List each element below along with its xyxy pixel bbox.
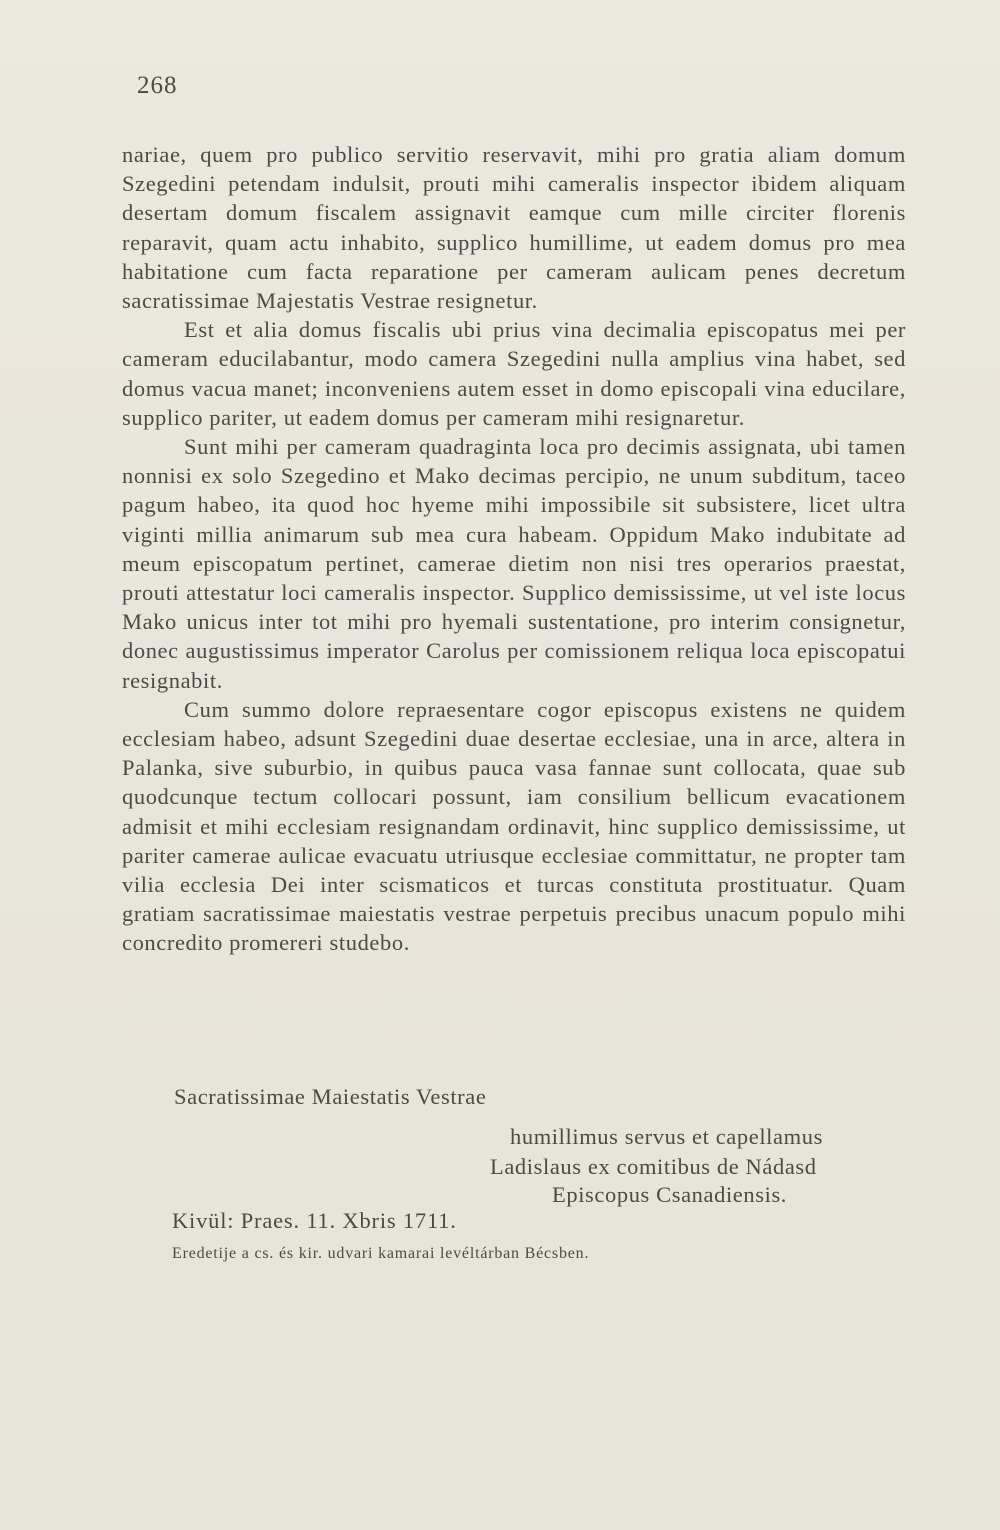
closing-salutation: Sacratissimae Maiestatis Vestrae <box>174 1084 487 1109</box>
signature-line-1: humillimus servus et capellamus <box>510 1124 823 1149</box>
paragraph-4: Cum summo dolore repraesentare cogor episcopus existens ne quidem ecclesiam habeo, adsunt Szegedini duae desertae ecclesiae, una in arce, altera in Palanka, sive suburbio, in quibus pauca vasa fannae sunt collocata, quae sub quodcunque tectum collocari possunt, iam consilium bellicum evacationem admisit et mihi ecclesiam resignandam ordinavit, hinc supplico demississime, ut pariter camerae aulicae evacuatu utriusque ecclesiae committatur, ne propter tam vilia ecclesia Dei inter scismaticos et turcas constituta prostituatur. Quam gratiam sacratissimae maiestatis vestrae perpetuis precibus unacum populo mihi concredito promereri studebo. <box>122 696 906 956</box>
letter-body <box>122 140 906 958</box>
page-number: 268 <box>137 72 178 99</box>
paragraph-1: nariae, quem pro publico servitio reservavit, mihi pro gratia aliam domum Szegedini petendam indulsit, prouti mihi cameralis inspector ibidem aliquam desertam domum fiscalem assignavit eamque cum mille circiter florenis reparavit, quam actu inhabito, supplico humillime, ut eadem domus pro mea habitatione cum facta reparatione per cameram aulicam penes decretum sacratissimae Majestatis Vestrae resignetur. <box>122 142 906 314</box>
paragraph-2: Est et alia domus fiscalis ubi prius vina decimalia episcopatus mei per cameram educilabantur, modo camera Szegedini nulla amplius vina habet, sed domus vacua manet; inconveniens autem esset in domo episcopali vina educilare, supplico pariter, ut eadem domus per cameram mihi resignaretur. <box>122 317 906 430</box>
source-note: Eredetije a cs. és kir. udvari kamarai levéltárban Bécsben. <box>172 1245 590 1262</box>
signature-line-3: Episcopus Csanadiensis. <box>552 1182 788 1207</box>
archival-endorsement: Kivül: Praes. 11. Xbris 1711. <box>172 1208 457 1233</box>
paragraph-3: Sunt mihi per cameram quadraginta loca pro decimis assignata, ubi tamen nonnisi ex solo Szegedino et Mako decimas percipio, ne unum subditum, taceo pagum habeo, ita quod hoc hyeme mihi impossibile sit subsistere, licet ultra viginti millia animarum sub mea cura habeam. Oppidum Mako indubitate ad meum episcopatum pertinet, camerae dietim non nisi tres operarios praestat, prouti attestatur loci cameralis inspector. Supplico demississime, ut vel iste locus Mako unicus inter tot mihi pro hyemali sustentatione, pro interim consignetur, donec augustissimus imperator Carolus per comissionem reliqua loca episcopatui resignabit. <box>122 434 906 693</box>
signature-line-2: Ladislaus ex comitibus de Nádasd <box>490 1154 817 1179</box>
